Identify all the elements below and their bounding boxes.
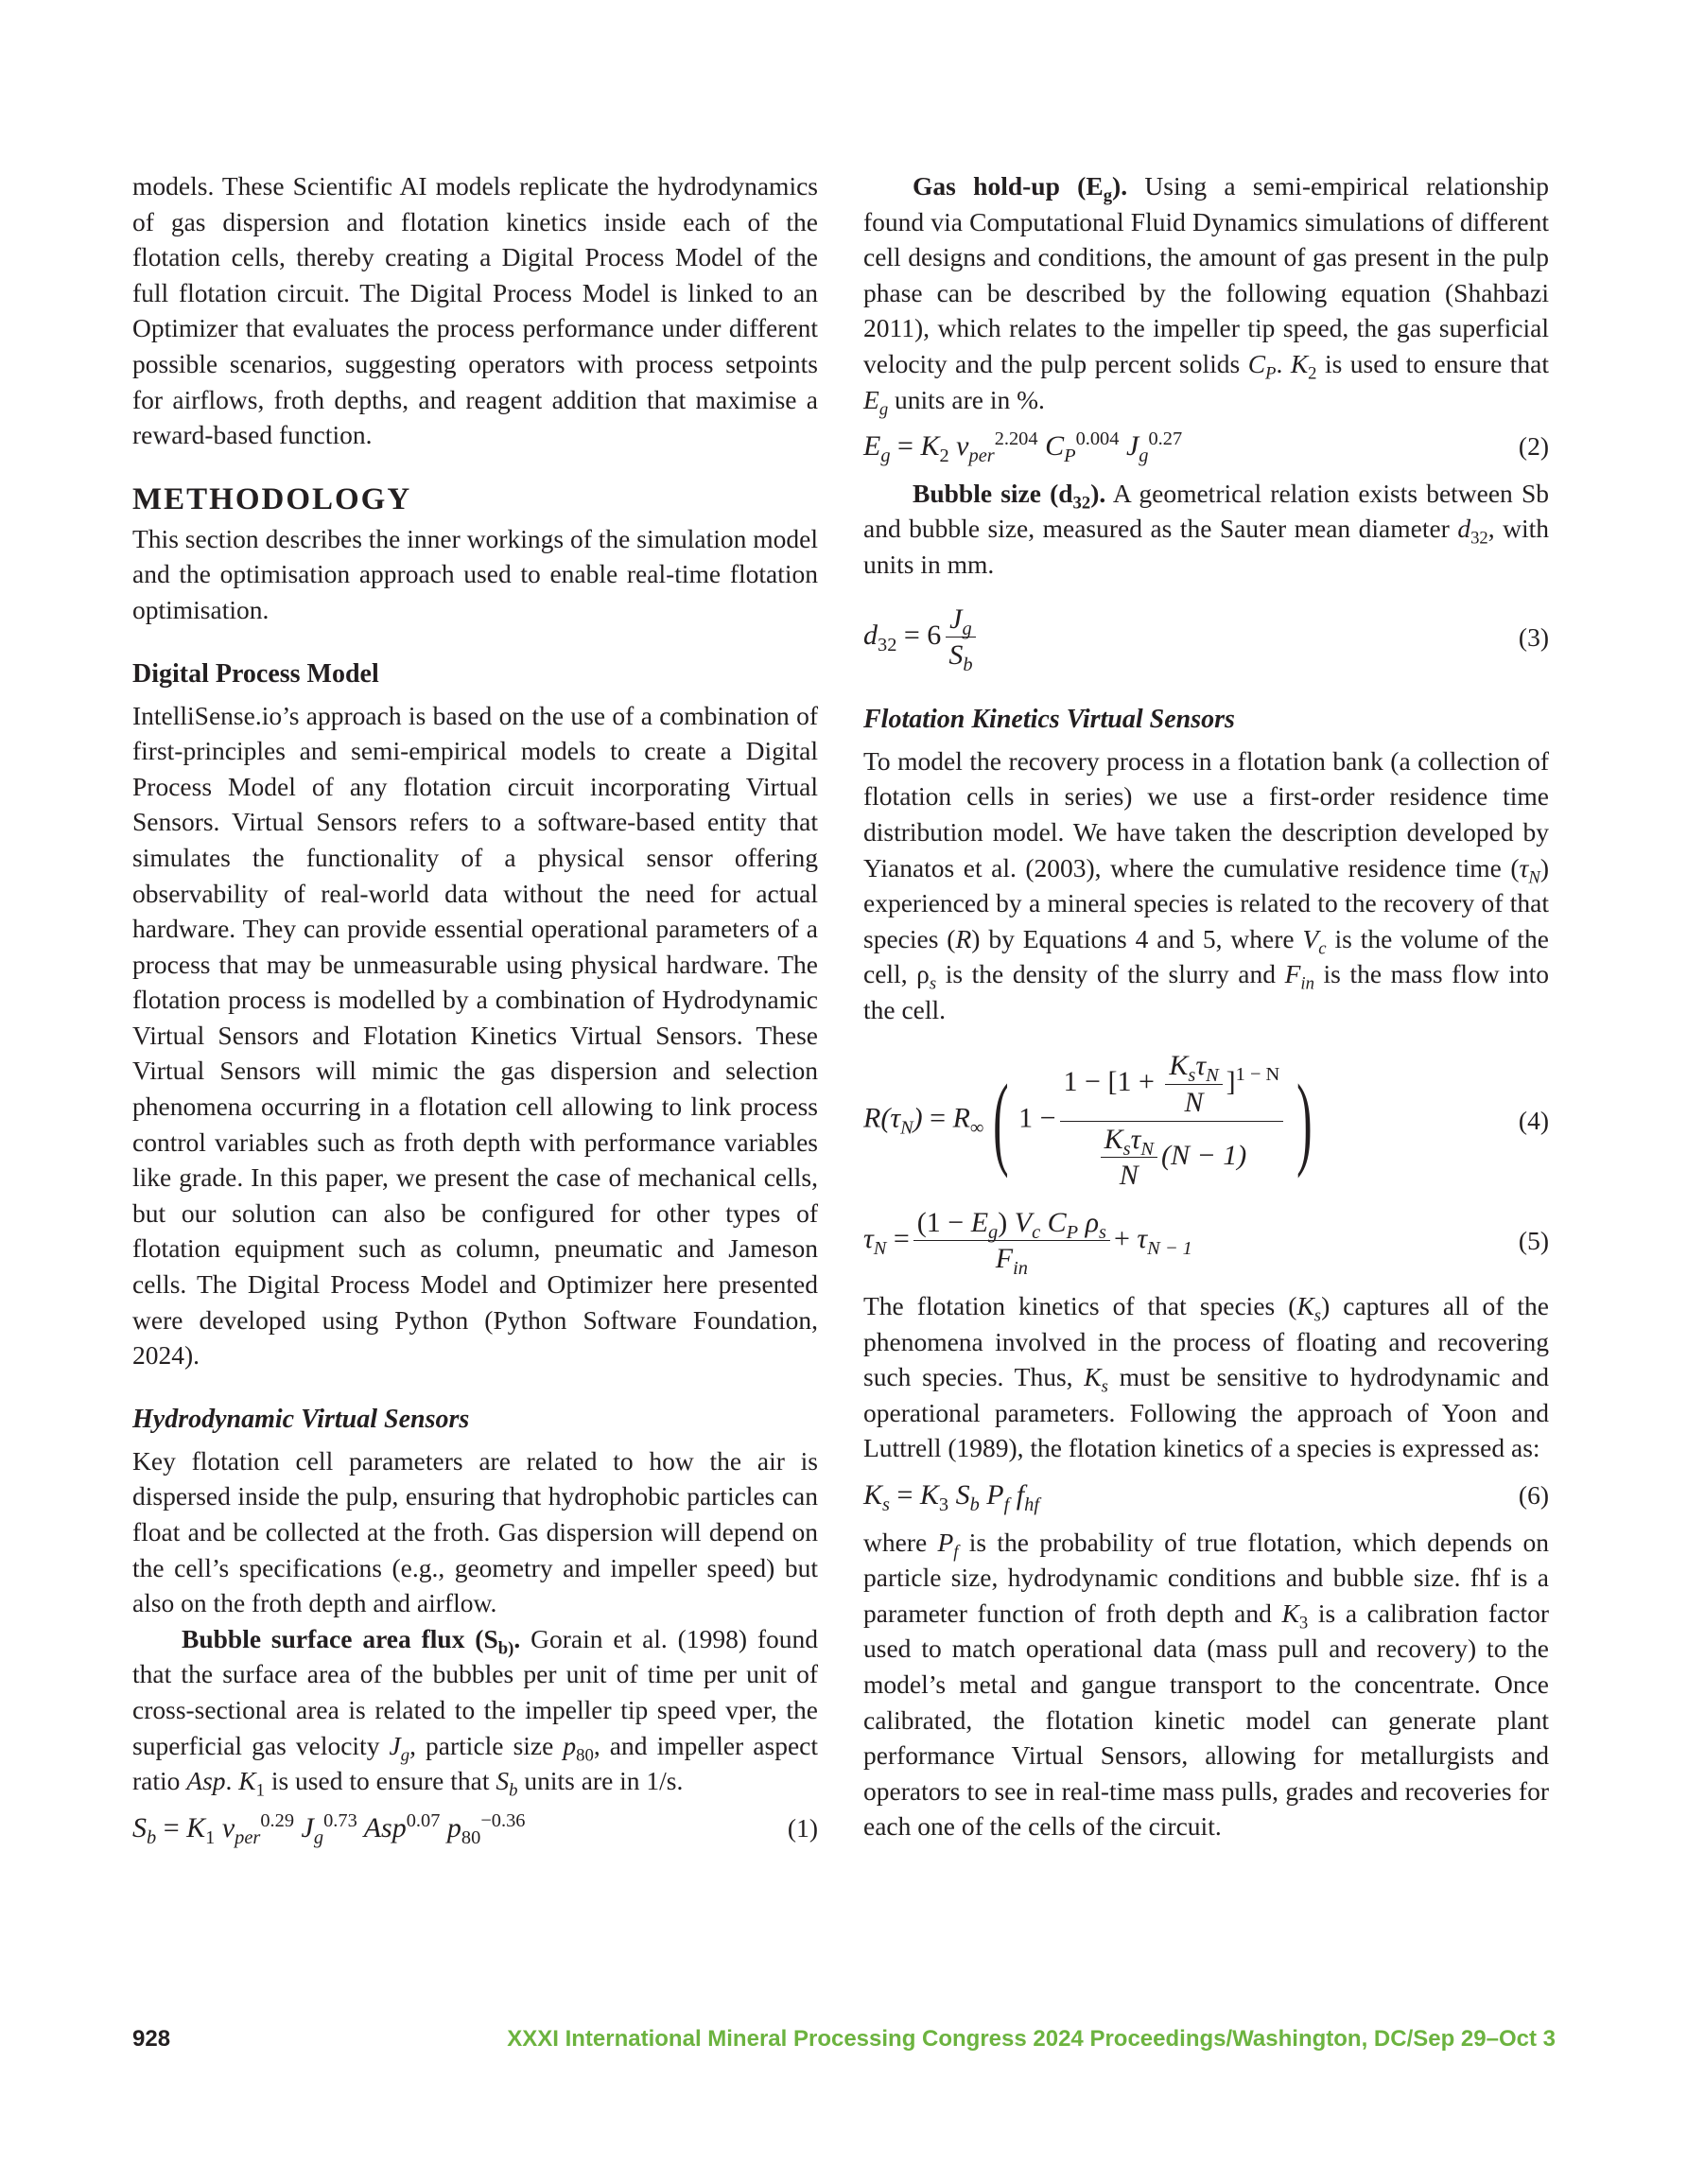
gas-holdup-paragraph: Gas hold-up $(E_g)$. Using a semi-empirical relationship found via Computational Fluid Dynamics simulations of different cell designs and conditions, the amount of gas present in the pulp phase can be described by the following equation (Shahbazi 2011), which relates to the impeller tip speed, the gas superficial velocity and the pulp percent solids $C_P$. $K_2$ is used to ensure that $E_g$ units are in %. bbox=[863, 171, 1549, 420]
equation-2: $E_g = K_2$ $v_{per}^{2.204}$ $C_P^{0.004}$ $J_g^{0.27}$ (2) bbox=[863, 428, 1549, 467]
probability-paragraph: where $P_f$ is the probability of true flotation, which depends on particle size, hydrodynamic conditions and bubble size. fhf is a parameter function of froth depth and $K_3$ is a calibration factor used to match operational data (mass pull and recovery) to the model’s metal and gangue transport to the concentrate. Once calibrated, the flotation kinetic model can generate plant performance Virtual Sensors, allowing for metallurgists and operators to see in real-time mass pulls, grades and recoveries for each one of the cells of the circuit. bbox=[863, 1527, 1549, 1842]
equation-3-number: (3) bbox=[1518, 621, 1549, 652]
methodology-paragraph: This section describes the inner workings of the simulation model and the optimisation approach used to enable real-time flotation optimisation. bbox=[132, 523, 818, 624]
equation-2-number: (2) bbox=[1518, 431, 1549, 462]
equation-6: $K_s = K_3$ $S_b$ $P_f$ $f_{hf}$ (6) bbox=[863, 1479, 1549, 1515]
hydrodynamic-paragraph: Key flotation cell parameters are related to how the air is dispersed inside the pulp, ensuring that hydrophobic particles can float and be collected at the froth. Gas dispersion will depend on the cell’s specifications (e.g., geometry and impeller speed) but also on the froth depth and airflow. bbox=[132, 1445, 818, 1618]
page-number: 928 bbox=[132, 2026, 171, 2052]
bubble-surface-area-flux-paragraph: Bubble surface area flux ($S_{b)}$. Gorain et al. (1998) found that the surface area of the bubbles per unit of time per unit of cross-sectional area is related to the impeller tip speed vper, the superficial gas velocity $J_g$, particle size $p_{80}$, and impeller aspect ratio Asp. $K_1$ is used to ensure that $S_b$ units are in 1/s. bbox=[132, 1623, 818, 1801]
equation-5: $\tau_N$ = $\frac{(1 - E_g) V_c C_P \rho_s}{F_{in}}$ + $\tau_{N - 1}$ (5) bbox=[863, 1206, 1549, 1280]
left-column bbox=[132, 168, 818, 1857]
equation-4: $R(\tau_N) = R_\infty$( 1 − 1 − [1 + $\frac{K_s\tau_N}{N}$ ]$^{1 - N}$ $\frac{K_s\tau_N}{N}$ (N − 1) ) (4) bbox=[863, 1050, 1549, 1192]
sb-runin: Bubble surface area flux ($S_{b)}$. bbox=[182, 1623, 521, 1659]
conference-title: XXXI International Mineral Processing Congress 2024 Proceedings/Washington, DC/Sep 29–Oct 3 bbox=[507, 2026, 1556, 2052]
flotation-kinetics-heading: Flotation Kinetics Virtual Sensors bbox=[863, 704, 1235, 734]
equation-1: $S_b = K_1$ $v_{per}^{0.29}$ $J_g^{0.73}$ Asp$^{0.07}$ $p_{80}^{-0.36}$ (1) bbox=[132, 1809, 818, 1848]
equation-3: $d_{32} = 6$ $\frac{J_g}{S_b}$ (3) bbox=[863, 603, 1549, 676]
right-column bbox=[863, 168, 1549, 1844]
flotation-kinetics-paragraph: To model the recovery process in a flotation bank (a collection of flotation cells in series) we use a first-order residence time distribution model. We have taken the description developed by Yianatos et al. (2003), where the cumulative residence time $(\tau_N)$ experienced by a mineral species is related to the recovery of that species (R) by Equations 4 and 5, where $V_c$ is the volume of the cell, $\rho_s$ is the density of the slurry and $F_{in}$ is the mass flow into the cell. bbox=[863, 745, 1549, 1024]
equation-4-number: (4) bbox=[1518, 1106, 1549, 1136]
bubble-size-paragraph: Bubble size $(d_{32})$. A geometrical relation exists between Sb and bubble size, measured as the Sauter mean diameter $d_{32}$, with units in mm. bbox=[863, 478, 1550, 579]
eg-runin: Gas hold-up $(E_g)$. bbox=[913, 171, 1128, 206]
equation-1-number: (1) bbox=[787, 1812, 818, 1843]
digital-process-model-paragraph: IntelliSense.io’s approach is based on the use of a combination of first-principles and semi-empirical models to create a Digital Process Model of any flotation circuit incorporating Virtual Sensors. Virtual Sensors refers to a software-based entity that simulates the functionality of a physical sensor offering observability of real-world data without the need for actual hardware. They can provide essential operational parameters of a process that may be unmeasurable using physical hardware. The flotation process is modelled by a combination of Hydrodynamic Virtual Sensors and Flotation Kinetics Virtual Sensors. These Virtual Sensors will mimic the gas dispersion and selection phenomena occurring in a flotation cell allowing to link process control variables such as froth depth with performance variables like grade. In this paper, we present the case of mechanical cells, but our solution can also be configured for other types of flotation equipment such as column, pneumatic and Jameson cells. The Digital Process Model and Optimizer here presented were developed using Python (Python Software Foundation, 2024). bbox=[132, 700, 818, 1371]
flotation-kinetics-ks-paragraph: The flotation kinetics of that species $(K_s)$ captures all of the phenomena involved in the process of floating and recovering such species. Thus, $K_s$ must be sensitive to hydrodynamic and operational parameters. Following the approach of Yoon and Luttrell (1989), the flotation kinetics of a species is expressed as: bbox=[863, 1291, 1549, 1463]
digital-process-model-heading: Digital Process Model bbox=[132, 658, 379, 689]
equation-5-number: (5) bbox=[1518, 1226, 1549, 1256]
intro-paragraph: models. These Scientific AI models replicate the hydrodynamics of gas dispersion and flotation kinetics inside each of the flotation cells, thereby creating a Digital Process Model of the full flotation circuit. The Digital Process Model is linked to an Optimizer that evaluates the process performance under different possible scenarios, suggesting operators with process setpoints for airflows, froth depths, and reagent addition that maximise a reward-based function. bbox=[132, 171, 818, 450]
equation-6-number: (6) bbox=[1518, 1480, 1549, 1510]
hydrodynamic-virtual-sensors-heading: Hydrodynamic Virtual Sensors bbox=[132, 1404, 470, 1434]
d32-runin: Bubble size $(d_{32})$. bbox=[913, 478, 1106, 514]
methodology-heading: METHODOLOGY bbox=[132, 481, 412, 516]
